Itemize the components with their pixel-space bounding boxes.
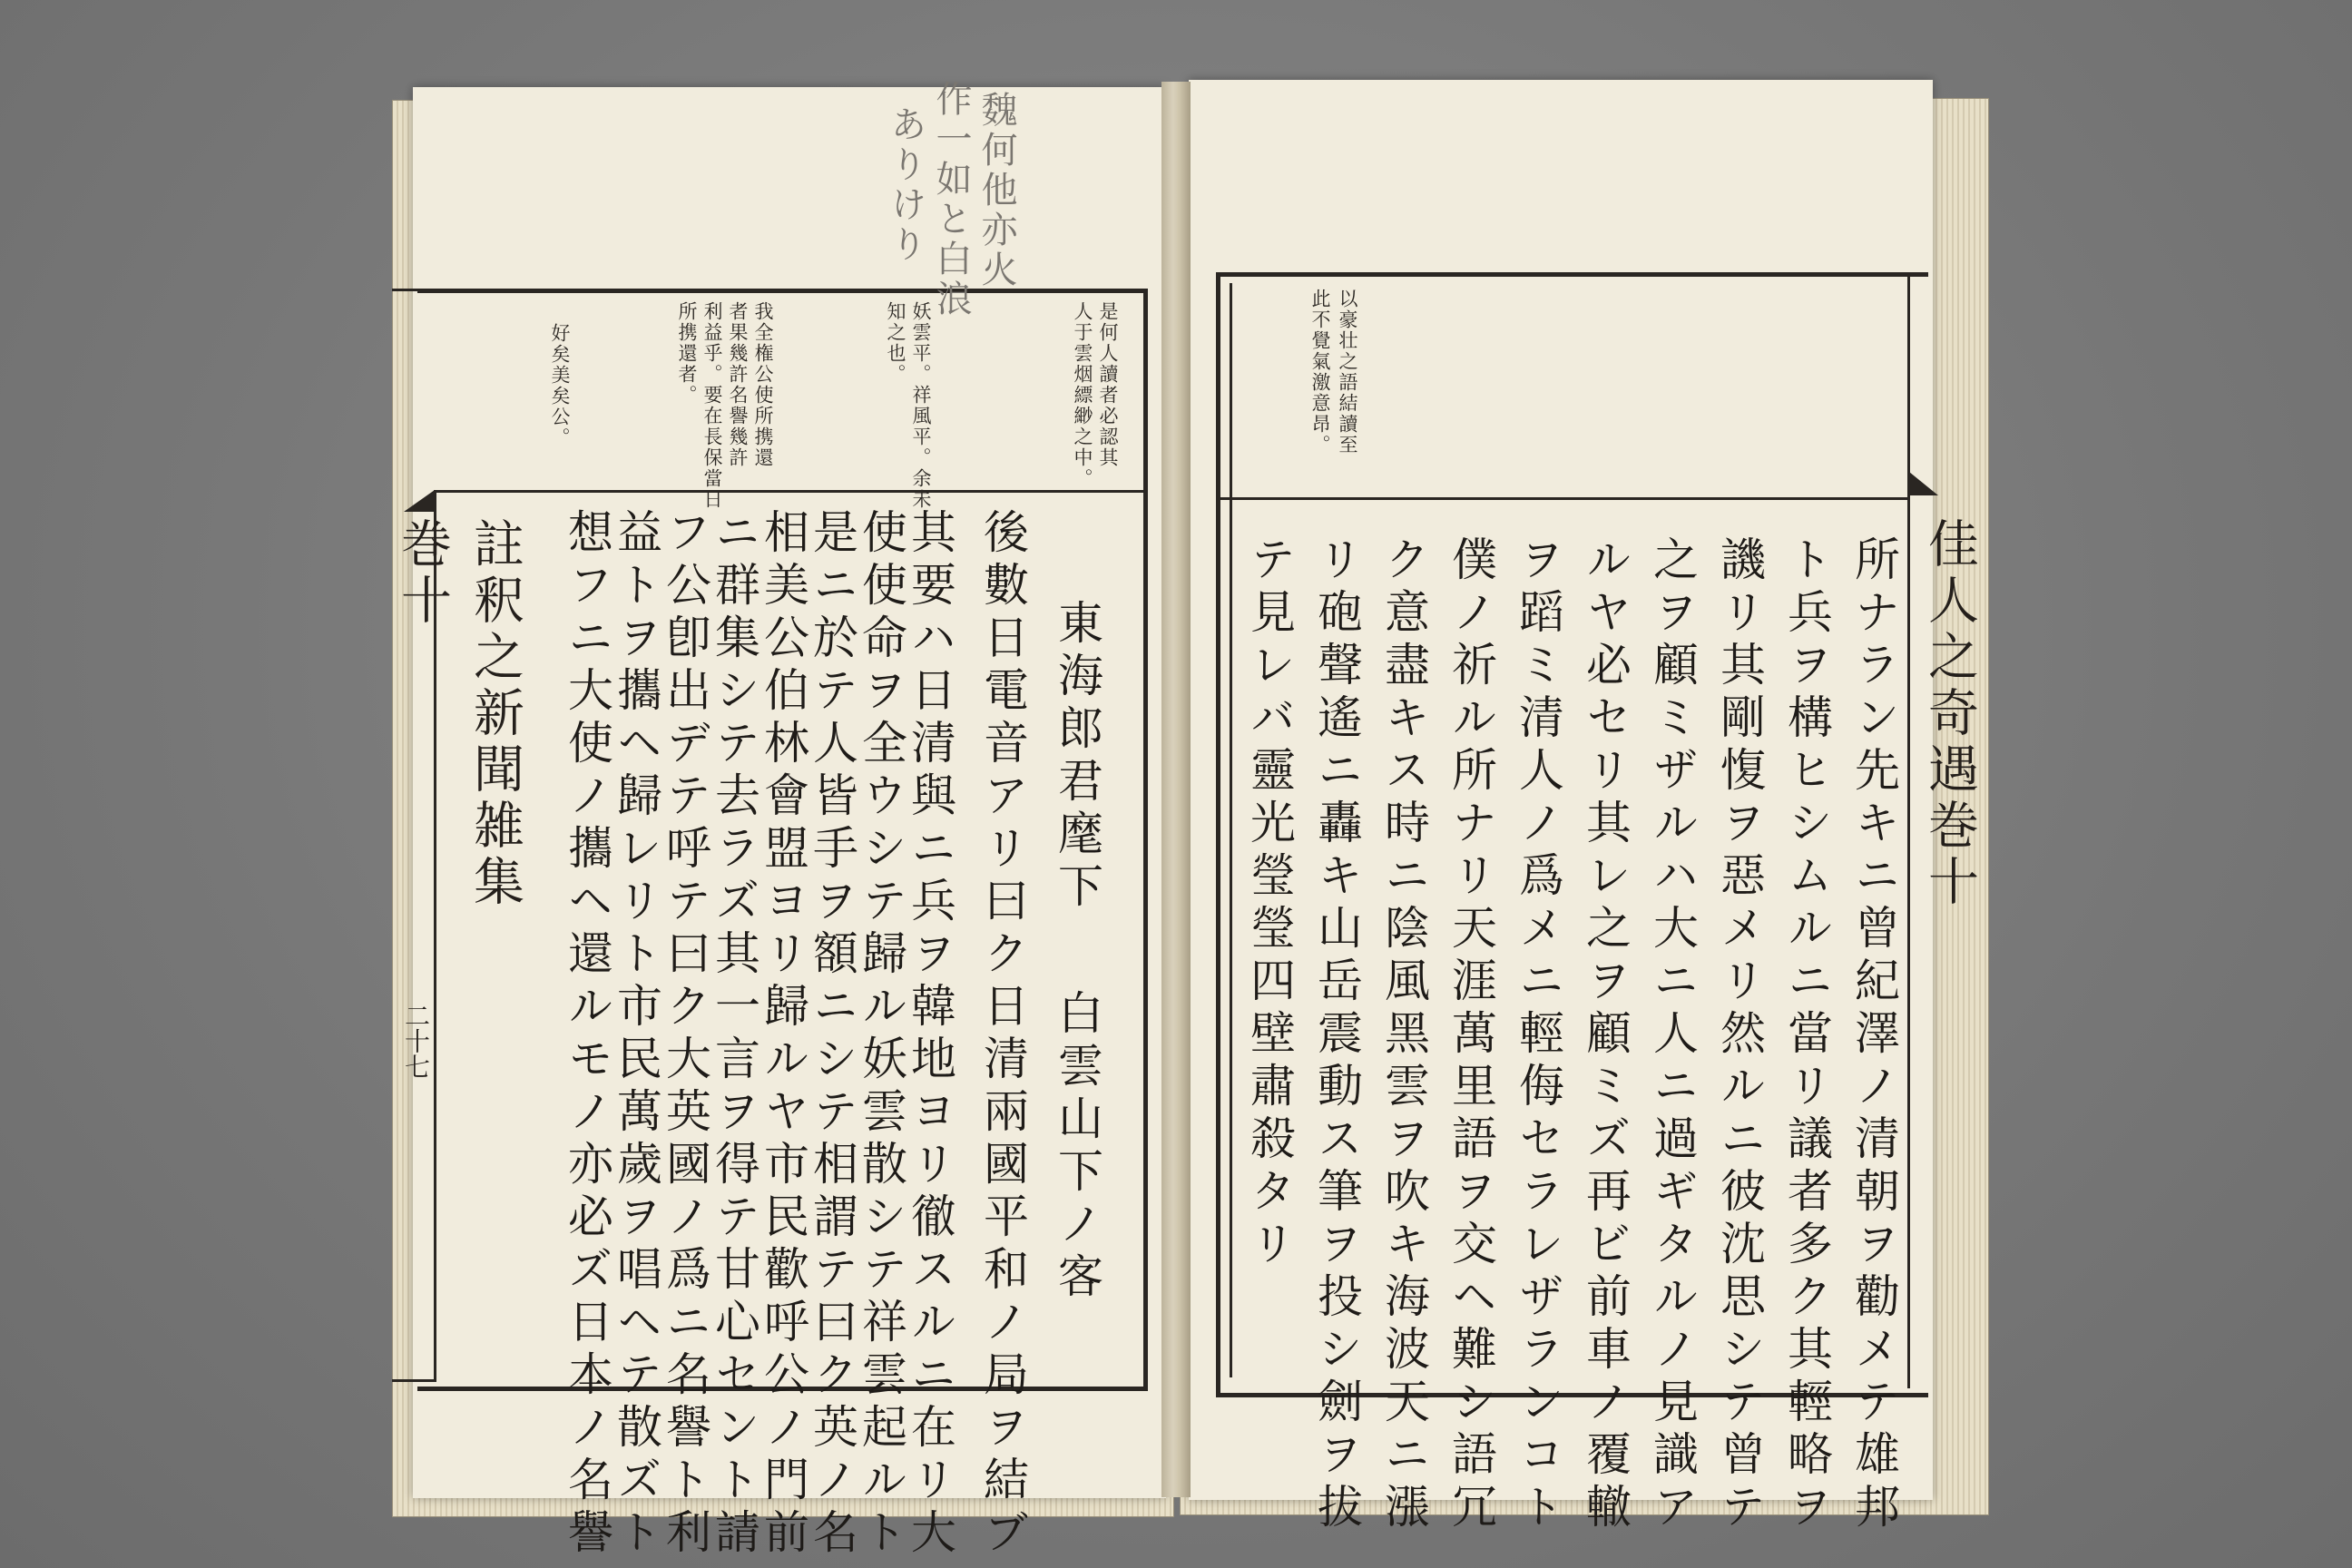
right-column-edge [1907, 272, 1910, 1388]
right-body-col-10: テ見レバ靈光瑩瑩四壁肅殺タリ [1243, 535, 1296, 1272]
left-headnote-2: 人于雲烟縹緲之中。 [1072, 301, 1093, 489]
left-headnote-7: 利益乎。要在長保當日 [701, 301, 723, 510]
left-headnote-4: 知之也。 [885, 301, 906, 385]
left-body-col-8: フ公卽出デテ呼テ曰ク大英國ノ爲ニ名譽ト利 [659, 508, 711, 1561]
right-headnote-2: 此不覺氣激意昂。 [1309, 289, 1331, 456]
left-body-col-6: 相美公伯林會盟ヨリ歸ルヤ市民歡呼公ノ門前 [757, 508, 809, 1561]
handwritten-note-col-1: 魏何他亦火 [975, 91, 1017, 290]
right-headnote-divider [1220, 497, 1910, 500]
left-body-col-3: 其要ハ日清與ニ兵ヲ韓地ヨリ徹スルニ在リ大 [904, 508, 956, 1561]
right-body-col-5: ルヤ必セリ其レ之ヲ顧ミズ再ビ前車ノ覆轍 [1579, 535, 1632, 1535]
left-body-col-7: ニ群集シテ去ラズ其一言ヲ得テ甘心セント請 [708, 508, 760, 1561]
right-body-col-2: ト兵ヲ構ヒシムルニ當リ議者多ク其輕略ヲ [1780, 535, 1833, 1535]
left-body-col-2: 後數日電音アリ曰ク日清兩國平和ノ局ヲ結ブ [976, 508, 1029, 1561]
book-gutter [1161, 82, 1191, 1497]
left-headnote-8: 所携還者。 [676, 301, 698, 406]
left-headnote-5: 我全権公使所携還 [752, 301, 774, 468]
left-headnote-1: 是何人讀者必認其 [1097, 301, 1119, 468]
left-body-col-5: 是ニ於テ人皆手ヲ額ニシテ相謂テ曰ク英ノ名 [806, 508, 858, 1561]
right-body-col-3: 譏リ其剛愎ヲ惡メリ然ルニ彼沈思シテ曾テ [1713, 535, 1766, 1535]
right-inner-frame [1230, 283, 1232, 1377]
right-body-col-6: ヲ蹈ミ清人ノ爲メニ輕侮セラレザランコト [1512, 535, 1564, 1535]
handwritten-note-col-2: 作一如と白浪 [930, 80, 972, 319]
left-headnote-3: 妖雲平。祥風平。余未 [910, 301, 932, 510]
left-fishtail-mark [404, 490, 435, 512]
left-body-col-10: 想フニ大使ノ攜ヘ還ルモノ亦必ズ日本ノ名譽 [561, 508, 613, 1561]
right-spine-title: 佳人之奇遇巻十 [1920, 517, 1979, 911]
left-headnote-9: 好矣美矣公。 [549, 323, 571, 448]
left-signature: 白雲山下ノ客 [1051, 989, 1103, 1305]
right-fishtail-mark [1909, 472, 1938, 495]
left-body-col-1: 東海郎君麾下 [1051, 599, 1103, 915]
right-body-col-1: 所ナラン先キニ曾紀澤ノ清朝ヲ勸メテ雄邦 [1847, 535, 1900, 1535]
left-folio-number: 二十七 [401, 1003, 431, 1079]
right-body-col-8: ク意盡キス時ニ陰風黑雲ヲ吹キ海波天ニ漲 [1377, 535, 1430, 1535]
left-headnote-6: 者果幾許名譽幾許 [727, 301, 749, 468]
right-body-col-7: 僕ノ祈ル所ナリ天涯萬里語ヲ交ヘ難シ語冗 [1445, 535, 1497, 1535]
left-spine-title: 註釈之新聞雑集巻十 [393, 517, 524, 911]
left-spine-rule-bottom [392, 1379, 436, 1382]
right-body-col-9: リ砲聲遙ニ轟キ山岳震動ス筆ヲ投シ劍ヲ拔 [1310, 535, 1363, 1535]
right-headnote-1: 以豪壮之語結讀至 [1337, 289, 1358, 456]
left-spine-rule-top [392, 289, 436, 291]
left-headnote-divider [434, 490, 1143, 493]
right-body-col-4: 之ヲ顧ミザルハ大ニ人ニ過ギタルノ見識ア [1646, 535, 1699, 1535]
handwritten-note-col-3: ありけり [885, 105, 926, 265]
left-body-col-9: 益トヲ攜ヘ歸レリト市民萬歲ヲ唱ヘテ散ズト [610, 508, 662, 1561]
left-body-col-4: 使使命ヲ全ウシテ歸ル妖雲散シテ祥雲起ルト [855, 508, 907, 1561]
